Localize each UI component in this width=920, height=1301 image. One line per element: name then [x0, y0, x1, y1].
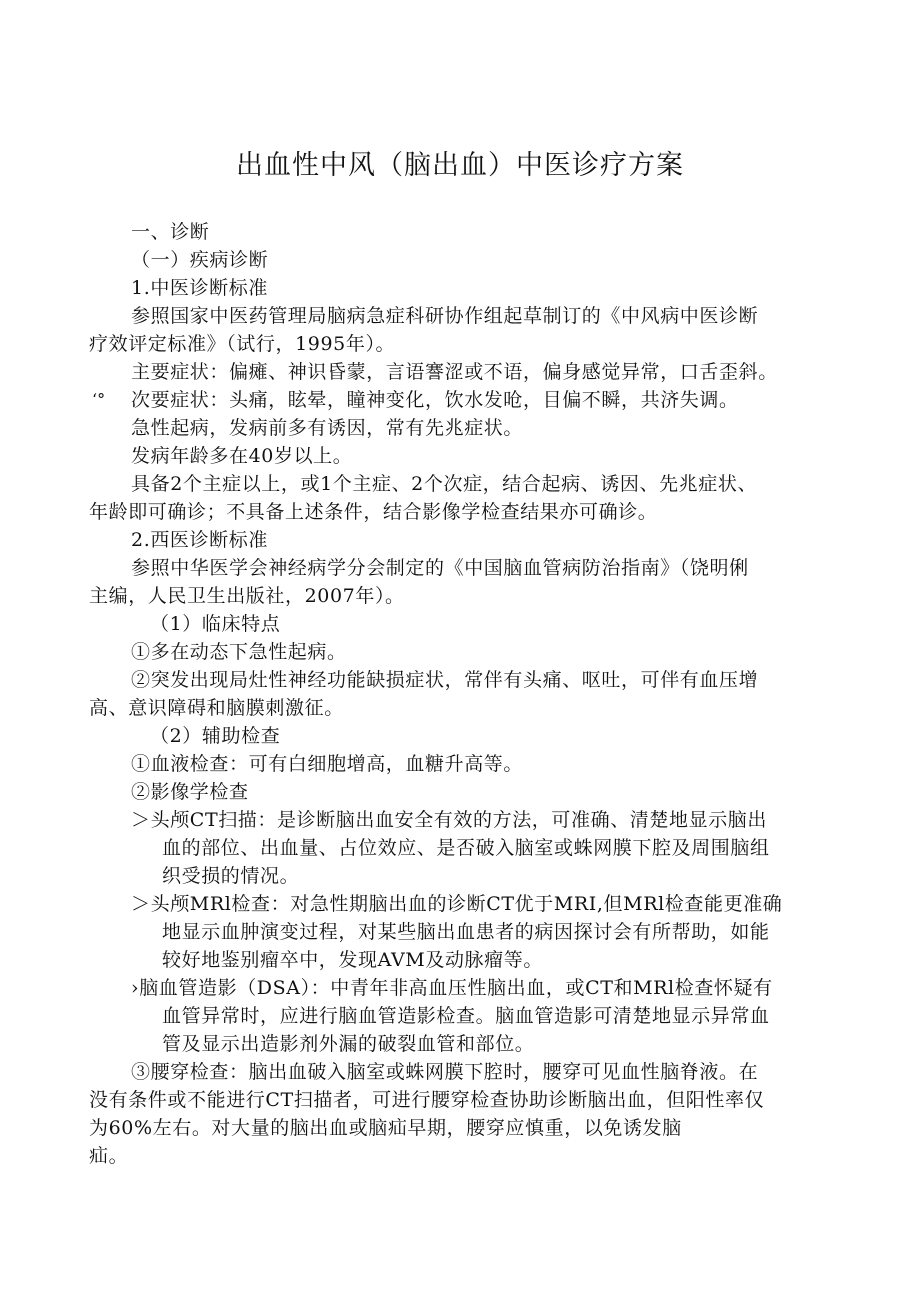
ct-bullet-line-2: 血的部位、出血量、占位效应、是否破入脑室或蛛网膜下腔及周围脑组	[162, 837, 770, 859]
main-symptoms: 主要症状：偏瘫、神识昏蒙，言语謇涩或不语，偏身感觉异常，口舌歪斜。	[131, 361, 778, 383]
ct-bullet-line-1: ＞头颅CT扫描：是诊断脑出血安全有效的方法，可准确、清楚地显示脑出	[131, 809, 768, 831]
aux-item-blood: ①血液检查：可有白细胞增高，血糖升高等。	[131, 753, 524, 775]
criteria-line-1: 具备2个主症以上，或1个主症、2个次症，结合起病、诱因、先兆症状、	[131, 473, 758, 495]
aux-item-imaging: ②影像学检查	[131, 781, 249, 803]
heading-tcm-standard: 1.中医诊断标准	[131, 277, 268, 299]
heading-clinical-features: （1）临床特点	[150, 613, 281, 635]
lumbar-line-4: 疝。	[89, 1145, 129, 1167]
dsa-bullet-line-1: ›脑血管造影（DSA）：中青年非高血压性脑出血，或CT和MRl检查怀疑有	[131, 977, 773, 999]
lumbar-line-2: 没有条件或不能进行CT扫描者，可进行腰穿检查协助诊断脑出血，但阳性率仅	[89, 1089, 765, 1111]
lumbar-line-1: ③腰穿检查：脑出血破入脑室或蛛网膜下腔时，腰穿可见血性脑脊液。在	[131, 1061, 759, 1083]
heading-auxiliary-exams: （2）辅助检查	[150, 725, 281, 747]
mri-bullet-line-2: 地显示血肿演变过程，对某些脑出血患者的病因探讨会有所帮助，如能	[162, 921, 770, 943]
age-text: 发病年龄多在40岁以上。	[131, 445, 353, 467]
heading-disease-diagnosis: （一）疾病诊断	[131, 249, 269, 271]
document-title: 出血性中风（脑出血）中医诊疗方案	[236, 150, 684, 181]
stray-mark: ‘°	[92, 390, 106, 409]
wm-reference-line-2: 主编，人民卫生出版社，2007年）。	[89, 585, 405, 607]
lumbar-line-3: 为60%左右。对大量的脑出血或脑疝早期，腰穿应慎重，以免诱发脑	[89, 1117, 682, 1139]
wm-reference-line-1: 参照中华医学会神经病学分会制定的《中国脑血管病防治指南》（饶明俐	[131, 557, 749, 579]
mri-bullet-line-1: ＞头颅MRl检查：对急性期脑出血的诊断CT优于MRI,但MRl检查能更准确	[131, 893, 783, 915]
clinical-item-2-line-2: 高、意识障碍和脑膜刺激征。	[89, 697, 344, 719]
clinical-item-2-line-1: ②突发出现局灶性神经功能缺损症状，常伴有头痛、呕吐，可伴有血压增	[131, 669, 759, 691]
clinical-item-1: ①多在动态下急性起病。	[131, 641, 347, 663]
secondary-symptoms: 次要症状：头痛，眩晕，瞳神变化，饮水发呛，目偏不瞬，共济失调。	[131, 389, 739, 411]
mri-bullet-line-3: 较好地鉴别瘤卒中，发现AVM及动脉瘤等。	[162, 949, 543, 971]
ct-bullet-line-3: 织受损的情况。	[162, 865, 300, 887]
tcm-reference-line-2: 疗效评定标准》（试行，1995年）。	[89, 333, 396, 355]
criteria-line-2: 年龄即可确诊；不具备上述条件，结合影像学检查结果亦可确诊。	[89, 501, 658, 523]
dsa-bullet-line-3: 管及显示出造影剂外漏的破裂血管和部位。	[162, 1033, 535, 1055]
heading-wm-standard: 2.西医诊断标准	[131, 529, 268, 551]
heading-diagnosis: 一、诊断	[131, 221, 210, 243]
tcm-reference-line-1: 参照国家中医药管理局脑病急症科研协作组起草制订的《中风病中医诊断	[131, 305, 759, 327]
onset-text: 急性起病，发病前多有诱因，常有先兆症状。	[131, 417, 524, 439]
dsa-bullet-line-2: 血管异常时，应进行脑血管造影检查。脑血管造影可清楚地显示异常血	[162, 1005, 770, 1027]
